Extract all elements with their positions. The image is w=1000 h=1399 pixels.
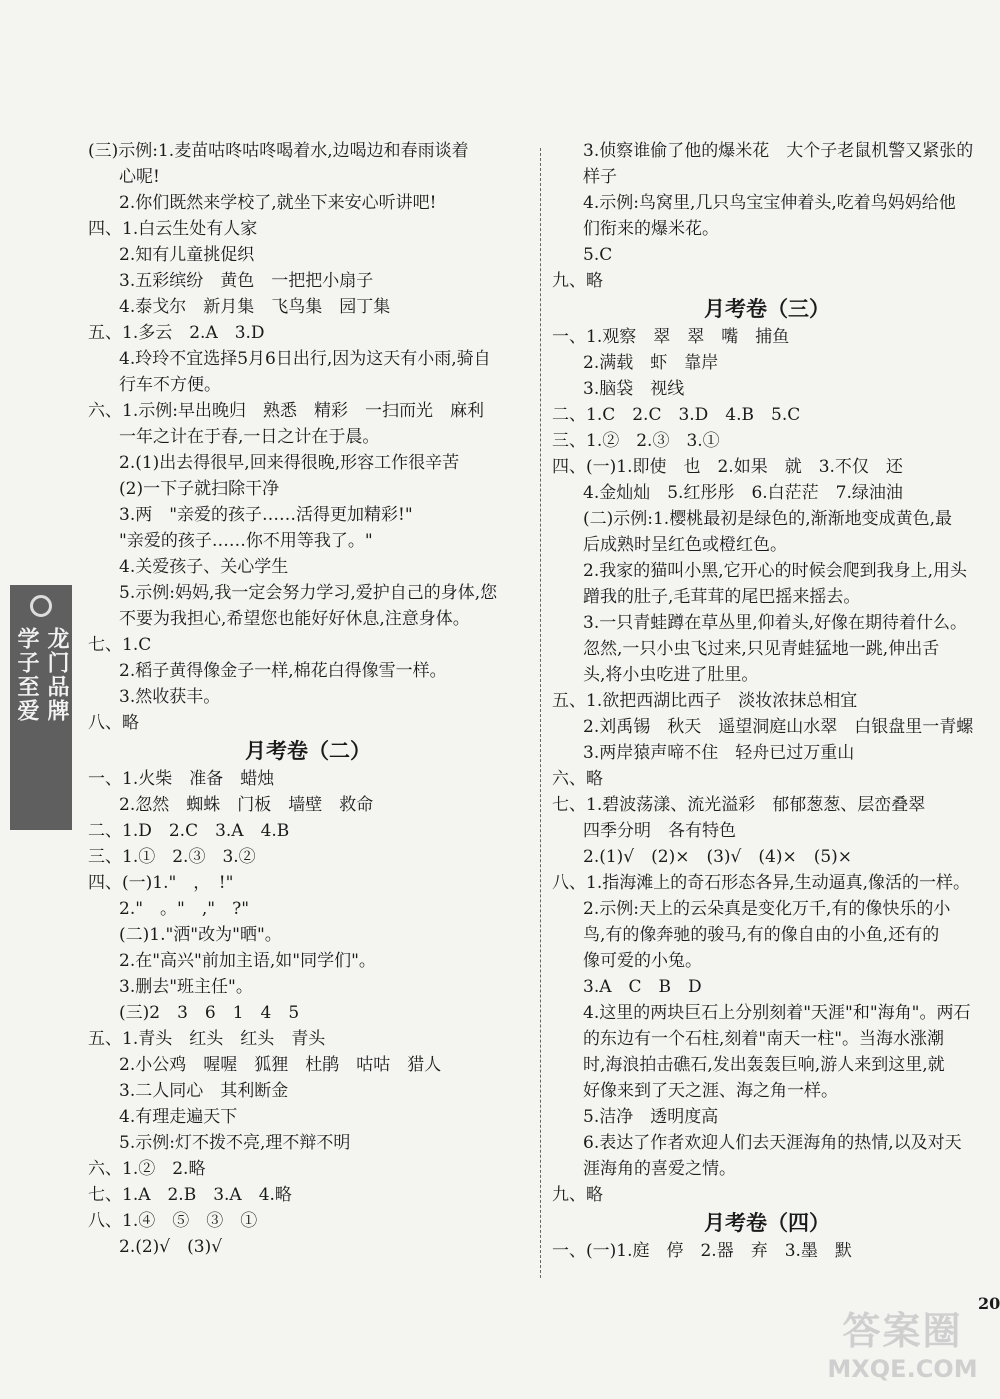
answer-line: 忽然,一只小虫飞过来,只见青蛙猛地一跳,伸出舌 xyxy=(583,639,940,659)
answer-line: 四、(一)1." ， !" xyxy=(88,873,234,893)
answer-line: 五、1.多云 2.A 3.D xyxy=(88,323,265,343)
answer-line: 2.满载 虾 靠岸 xyxy=(583,353,719,373)
answer-line: 四、1.白云生处有人家 xyxy=(88,219,258,239)
answer-line: 3.二人同心 其利断金 xyxy=(119,1081,289,1101)
answer-line: 2.(1)出去得很早,回来得很晚,形容工作很辛苦 xyxy=(119,453,460,473)
answer-line: 六、略 xyxy=(552,769,603,789)
answer-line: 像可爱的小兔。 xyxy=(583,951,702,971)
answer-line: 2.忽然 蜘蛛 门板 墙壁 救命 xyxy=(119,795,374,815)
watermark-logo xyxy=(820,1308,985,1393)
answer-line: 4.有理走遍天下 xyxy=(119,1107,238,1127)
answer-line: 六、1.示例:早出晚归 熟悉 精彩 一扫而光 麻利 xyxy=(88,401,484,421)
answer-line: 三、1.① 2.③ 3.② xyxy=(88,847,256,867)
watermark-line1: 答案圈 xyxy=(842,1309,963,1353)
answer-line: 八、略 xyxy=(88,713,139,733)
answer-line: 2.你们既然来学校了,就坐下来安心听讲吧! xyxy=(119,193,437,213)
answer-line: (三)2 3 6 1 4 5 xyxy=(119,1003,300,1023)
answer-line: 九、略 xyxy=(552,1185,603,1205)
answer-line: 一、1.火柴 准备 蜡烛 xyxy=(88,769,275,789)
left-column xyxy=(88,138,528,1260)
answer-line: 2.示例:天上的云朵真是变化万千,有的像快乐的小 xyxy=(583,899,951,919)
answer-line: 2.稻子黄得像金子一样,棉花白得像雪一样。 xyxy=(119,661,447,681)
answer-line: (二)1."洒"改为"晒"。 xyxy=(119,925,282,945)
answer-line: 五、1.青头 红头 红头 青头 xyxy=(88,1029,326,1049)
answer-line: 八、1.指海滩上的奇石形态各异,生动逼真,像活的一样。 xyxy=(552,873,971,893)
answer-line: 2.我家的猫叫小黑,它开心的时候会爬到我身上,用头 xyxy=(583,561,968,581)
answer-line: 4.玲玲不宜选择5月6日出行,因为这天有小雨,骑自 xyxy=(119,349,491,369)
right-column xyxy=(552,138,982,1264)
answer-line: 3.两岸猿声啼不住 轻舟已过万重山 xyxy=(583,743,855,763)
answer-line: 2.(2)√ (3)√ xyxy=(119,1237,223,1257)
side-tab-line2: 学子至爱 xyxy=(14,627,39,723)
answer-line: 九、略 xyxy=(552,271,603,291)
answer-line: 4.这里的两块巨石上分别刻着"天涯"和"海角"。两石 xyxy=(583,1003,971,1023)
answer-line: 4.金灿灿 5.红彤彤 6.白茫茫 7.绿油油 xyxy=(583,483,903,503)
answer-line: 3.两 "亲爱的孩子……活得更加精彩!" xyxy=(119,505,413,525)
side-tab-line1: 龙门品牌 xyxy=(44,627,69,723)
answer-line: 七、1.碧波荡漾、流光溢彩 郁郁葱葱、层峦叠翠 xyxy=(552,795,926,815)
answer-line: 一、1.观察 翠 翠 嘴 捕鱼 xyxy=(552,327,790,347)
answer-line: 行车不方便。 xyxy=(119,375,221,395)
answer-line: 涯海角的喜爱之情。 xyxy=(583,1159,736,1179)
answer-line: 不要为我担心,希望您也能好好休息,注意身体。 xyxy=(119,609,470,629)
answer-line: 八、1.④ ⑤ ③ ① xyxy=(88,1211,258,1231)
answer-line: 5.C xyxy=(583,245,613,265)
answer-line: (三)示例:1.麦苗咕咚咕咚喝着水,边喝边和春雨谈着 xyxy=(88,141,469,161)
answer-line: 5.洁净 透明度高 xyxy=(583,1107,719,1127)
answer-line: 2.(1)√ (2)× (3)√ (4)× (5)× xyxy=(583,847,853,867)
answer-line: 4.关爱孩子、关心学生 xyxy=(119,557,289,577)
answer-line: 五、1.欲把西湖比西子 淡妆浓抹总相宜 xyxy=(552,691,858,711)
answer-line: 鸟,有的像奔驰的骏马,有的像自由的小鱼,还有的 xyxy=(583,925,940,945)
answer-line: 蹭我的肚子,毛茸茸的尾巴摇来摇去。 xyxy=(583,587,861,607)
section-title: 月考卷（二） xyxy=(245,739,371,763)
answer-line: 后成熟时呈红色或橙红色。 xyxy=(583,535,787,555)
answer-line: 的东边有一个石柱,刻着"南天一柱"。当海水涨潮 xyxy=(583,1029,945,1049)
answer-line: 心呢! xyxy=(119,167,160,187)
answer-line: 3.侦察谁偷了他的爆米花 大个子老鼠机警又紧张的 xyxy=(583,141,974,161)
answer-line: 4.示例:鸟窝里,几只鸟宝宝伸着头,吃着鸟妈妈给他 xyxy=(583,193,956,213)
answer-line: 2.刘禹锡 秋天 遥望洞庭山水翠 白银盘里一青螺 xyxy=(583,717,974,737)
answer-line: (二)示例:1.樱桃最初是绿色的,渐渐地变成黄色,最 xyxy=(583,509,953,529)
circle-icon xyxy=(30,595,52,617)
answer-line: 4.泰戈尔 新月集 飞鸟集 园丁集 xyxy=(119,297,391,317)
answer-line: 5.示例:灯不拨不亮,理不辩不明 xyxy=(119,1133,351,1153)
answer-line: 2." 。" ," ?" xyxy=(119,899,250,919)
answer-line: 一年之计在于春,一日之计在于晨。 xyxy=(119,427,380,447)
answer-line: 四季分明 各有特色 xyxy=(583,821,736,841)
answer-line: 一、(一)1.庭 停 2.器 弃 3.墨 默 xyxy=(552,1241,852,1261)
answer-line: 3.一只青蛙蹲在草丛里,仰着头,好像在期待着什么。 xyxy=(583,613,968,633)
answer-line: 3.删去"班主任"。 xyxy=(119,977,253,997)
answer-line: 时,海浪拍击礁石,发出轰轰巨响,游人来到这里,就 xyxy=(583,1055,945,1075)
answer-line: 3.A C B D xyxy=(583,977,702,997)
section-title: 月考卷（三） xyxy=(704,297,830,321)
answer-line: 四、(一)1.即使 也 2.如果 就 3.不仅 还 xyxy=(552,457,903,477)
answer-line: (2)一下子就扫除干净 xyxy=(119,479,280,499)
answer-line: 六、1.② 2.略 xyxy=(88,1159,206,1179)
answer-line: 头,将小虫吃进了肚里。 xyxy=(583,665,759,685)
answer-line: 2.在"高兴"前加主语,如"同学们"。 xyxy=(119,951,376,971)
side-brand-tab xyxy=(10,585,72,830)
answer-line: 七、1.C xyxy=(88,635,152,655)
column-divider xyxy=(540,148,541,1278)
answer-line: 们衔来的爆米花。 xyxy=(583,219,719,239)
answer-line: 3.五彩缤纷 黄色 一把把小扇子 xyxy=(119,271,374,291)
answer-line: 样子 xyxy=(583,167,617,187)
page-number: 20 xyxy=(978,1294,1000,1313)
answer-line: 二、1.D 2.C 3.A 4.B xyxy=(88,821,290,841)
answer-line: 5.示例:妈妈,我一定会努力学习,爱护自己的身体,您 xyxy=(119,583,498,603)
answer-line: 七、1.A 2.B 3.A 4.略 xyxy=(88,1185,292,1205)
answer-line: 3.然收获丰。 xyxy=(119,687,221,707)
answer-line: 三、1.② 2.③ 3.① xyxy=(552,431,720,451)
answer-line: 3.脑袋 视线 xyxy=(583,379,685,399)
answer-line: 好像来到了天之涯、海之角一样。 xyxy=(583,1081,838,1101)
answer-line: 2.小公鸡 喔喔 狐狸 杜鹃 咕咕 猎人 xyxy=(119,1055,442,1075)
section-title: 月考卷（四） xyxy=(704,1211,830,1235)
watermark-line2: MXQE.COM xyxy=(827,1355,978,1383)
answer-line: 6.表达了作者欢迎人们去天涯海角的热情,以及对天 xyxy=(583,1133,962,1153)
answer-line: 2.知有儿童挑促织 xyxy=(119,245,255,265)
answer-line: 二、1.C 2.C 3.D 4.B 5.C xyxy=(552,405,801,425)
answer-line: "亲爱的孩子……你不用等我了。" xyxy=(119,531,373,551)
